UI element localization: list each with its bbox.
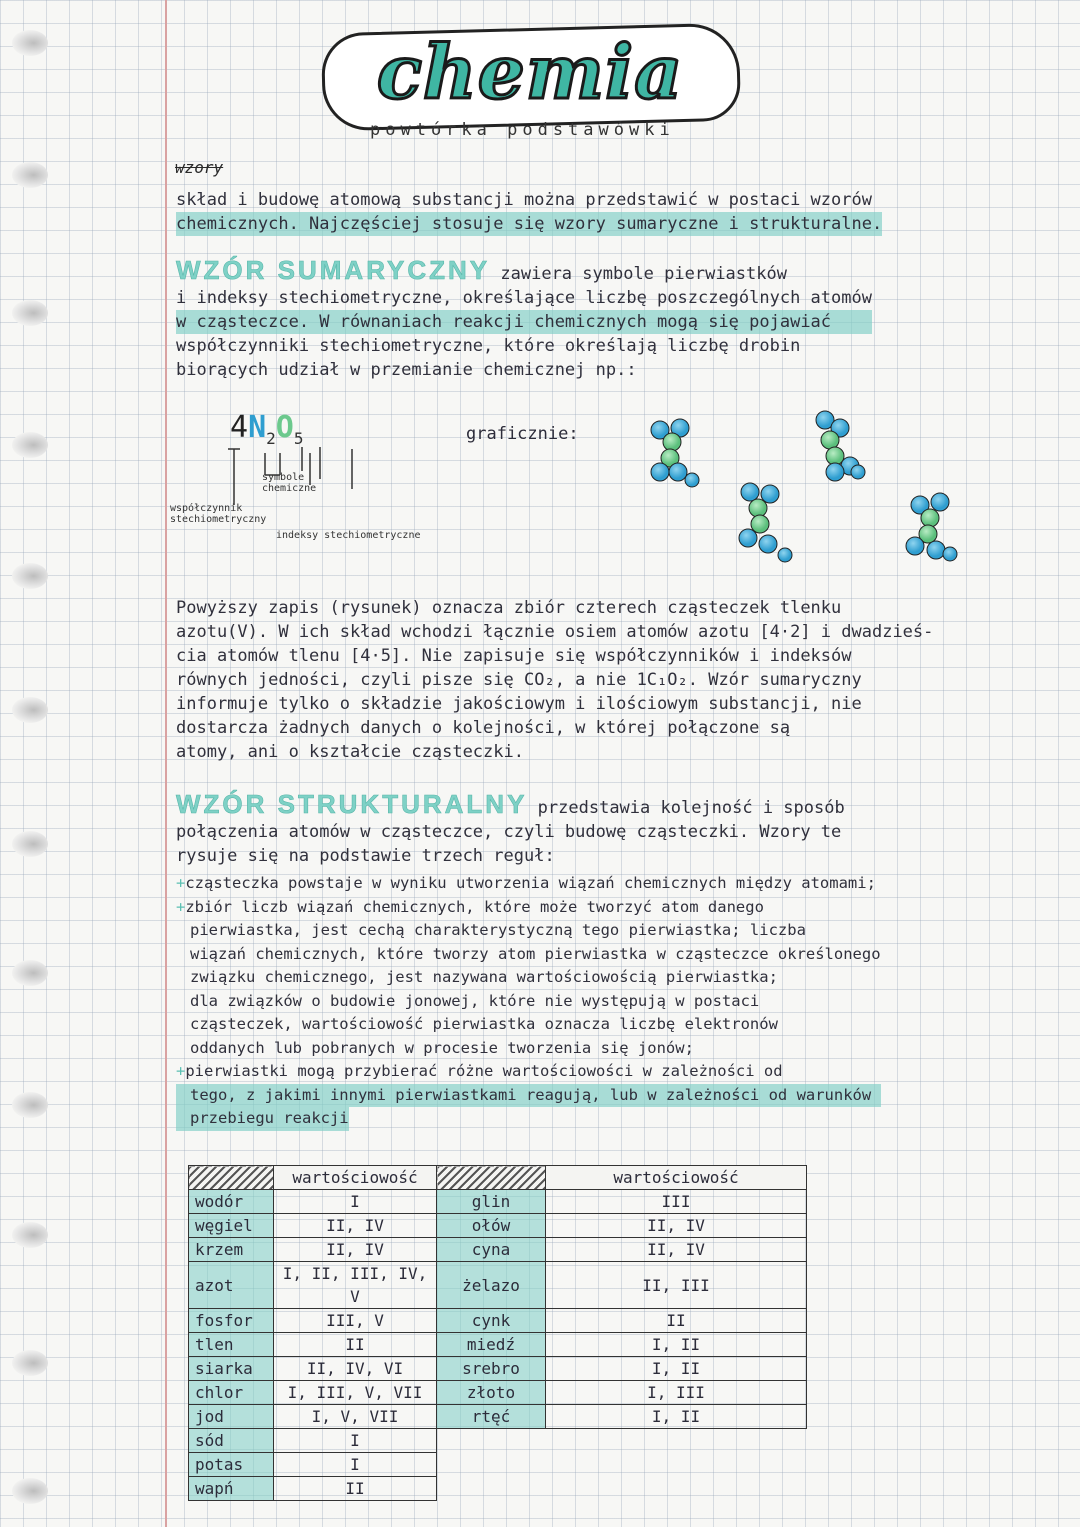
- element-valency: I, II: [546, 1333, 807, 1357]
- element-valency: II, IV: [546, 1214, 807, 1238]
- margin-line: [165, 0, 167, 1527]
- annotation-symbols: symbole chemiczne: [262, 472, 317, 494]
- explanation-line: równych jedności, czyli pisze się CO₂, a nie 1C₁O₂. Wzór sumaryczny: [176, 670, 862, 690]
- molecule-drawings: [630, 410, 990, 590]
- element-valency: [546, 1477, 807, 1501]
- element-name: złoto: [437, 1381, 546, 1405]
- table-header-corner: [437, 1166, 546, 1190]
- element-valency: I: [274, 1190, 437, 1214]
- element-name: [437, 1453, 546, 1477]
- element-valency: II: [546, 1309, 807, 1333]
- element-name: glin: [437, 1190, 546, 1214]
- element-name: żelazo: [437, 1262, 546, 1309]
- element-valency: III: [546, 1190, 807, 1214]
- molecule: [816, 411, 865, 481]
- table-row: [189, 1405, 807, 1429]
- element-valency: I: [274, 1429, 437, 1453]
- strukturalny-line: połączenia atomów w cząsteczce, czyli budowę cząsteczki. Wzory te: [176, 822, 842, 842]
- explanation-line: atomy, ani o kształcie cząsteczki.: [176, 742, 524, 762]
- element-name: rtęć: [437, 1405, 546, 1429]
- element-valency: III, V: [274, 1309, 437, 1333]
- rule-item: pierwiastka, jest cechą charakterystyczną tego pierwiastka; liczba: [190, 921, 806, 939]
- sumaryczny-line: w cząsteczce. W równaniach reakcji chemicznych mogą się pojawiać: [176, 310, 872, 334]
- page-title: chemia: [376, 30, 684, 116]
- explanation-line: azotu(V). W ich skład wchodzi łącznie osiem atomów azotu [4·2] i dwadzieś-: [176, 622, 934, 642]
- table-row: [189, 1238, 807, 1262]
- rule-item: dla związków o budowie jonowej, które nie występują w postaci: [190, 991, 760, 1010]
- formula-oxygen: O: [275, 410, 294, 445]
- sumaryczny-line: biorących udział w przemianie chemicznej np.:: [176, 360, 637, 380]
- strukturalny-heading: WZÓR STRUKTURALNY: [176, 789, 528, 819]
- element-valency: II, III: [546, 1262, 807, 1309]
- table-header-row: [189, 1166, 807, 1190]
- element-name: chlor: [189, 1381, 274, 1405]
- element-name: węgiel: [189, 1214, 274, 1238]
- element-valency: I, II: [546, 1357, 807, 1381]
- element-name: krzem: [189, 1238, 274, 1262]
- rule-item: +zbiór liczb wiązań chemicznych, które może tworzyć atom danego: [176, 897, 764, 916]
- element-valency: [546, 1429, 807, 1453]
- rule-item: związku chemicznego, jest nazywana wartościowością pierwiastka;: [190, 968, 778, 986]
- formula-coefficient: 4: [230, 410, 249, 445]
- molecule: [651, 419, 699, 487]
- element-valency: I, II: [546, 1405, 807, 1429]
- rule-item: przebiegu reakcji: [176, 1107, 349, 1131]
- molecule: [906, 493, 957, 561]
- formula-oxygen-index: 5: [293, 429, 304, 448]
- annotation-coefficient: współczynnik stechiometryczny: [170, 503, 267, 525]
- table-row: [189, 1357, 807, 1381]
- element-valency: I, II, III, IV, V: [274, 1262, 437, 1309]
- element-name: sód: [189, 1429, 274, 1453]
- element-name: fosfor: [189, 1309, 274, 1333]
- element-name: wapń: [189, 1477, 274, 1501]
- binder-holes: [0, 0, 60, 1527]
- element-valency: I, III, V, VII: [274, 1381, 437, 1405]
- explanation-line: dostarcza żadnych danych o kolejności, w której połączone są: [176, 718, 791, 738]
- table-row: [189, 1262, 807, 1309]
- explanation-line: Powyższy zapis (rysunek) oznacza zbiór czterech cząsteczek tlenku: [176, 598, 842, 618]
- valency-table: [188, 1165, 807, 1501]
- element-valency: I: [274, 1453, 437, 1477]
- rules-list: [176, 872, 881, 1131]
- page-subtitle: powtórka podstawówki: [370, 120, 675, 140]
- element-name: ołów: [437, 1214, 546, 1238]
- graphic-label: graficznie:: [466, 424, 579, 444]
- element-name: siarka: [189, 1357, 274, 1381]
- strukturalny-line: przedstawia kolejność i sposób: [537, 798, 845, 818]
- formula-n2o5: [230, 410, 303, 448]
- element-name: tlen: [189, 1333, 274, 1357]
- rule-item: +cząsteczka powstaje w wyniku utworzenia wiązań chemicznych między atomami;: [176, 874, 876, 892]
- explanation-paragraph: [176, 596, 933, 764]
- table-row: [189, 1453, 807, 1477]
- element-valency: II, IV, VI: [274, 1357, 437, 1381]
- sumaryczny-heading: WZÓR SUMARYCZNY: [176, 255, 491, 285]
- table-row: [189, 1190, 807, 1214]
- intro-paragraph: [176, 188, 882, 236]
- rule-item: wiązań chemicznych, które tworzy atom pierwiastka w cząsteczce określonego: [190, 944, 881, 963]
- element-name: [437, 1429, 546, 1453]
- table-header-valency: wartościowość: [546, 1166, 807, 1190]
- molecule: [739, 483, 792, 562]
- strukturalny-line: rysuje się na podstawie trzech reguł:: [176, 846, 555, 866]
- table-row: [189, 1429, 807, 1453]
- element-name: azot: [189, 1262, 274, 1309]
- explanation-line: informuje tylko o składzie jakościowym i ilościowym substancji, nie: [176, 694, 862, 714]
- rule-item: tego, z jakimi innymi pierwiastkami reagują, lub w zależności od warunków: [176, 1084, 881, 1108]
- element-valency: II, IV: [546, 1238, 807, 1262]
- intro-line: chemicznych. Najczęściej stosuje się wzory sumaryczne i strukturalne.: [176, 214, 883, 234]
- table-row: [189, 1381, 807, 1405]
- table-row: [189, 1309, 807, 1333]
- element-valency: [546, 1453, 807, 1477]
- rule-item: oddanych lub pobranych w procesie tworzenia się jonów;: [190, 1038, 694, 1057]
- element-name: jod: [189, 1405, 274, 1429]
- element-valency: I, III: [546, 1381, 807, 1405]
- rule-item: +pierwiastki mogą przybierać różne wartościowości w zależności od: [176, 1062, 783, 1080]
- element-valency: II, IV: [274, 1238, 437, 1262]
- sumaryczny-line: współczynniki stechiometryczne, które określają liczbę drobin: [176, 336, 801, 356]
- table-row: [189, 1333, 807, 1357]
- element-name: wodór: [189, 1190, 274, 1214]
- table-row: [189, 1214, 807, 1238]
- element-valency: II, IV: [274, 1214, 437, 1238]
- element-valency: I, V, VII: [274, 1405, 437, 1429]
- rule-item: cząsteczek, wartościowość pierwiastka oznacza liczbę elektronów: [190, 1015, 778, 1033]
- formula-nitrogen-index: 2: [266, 429, 276, 448]
- element-name: [437, 1477, 546, 1501]
- sumaryczny-paragraph: [176, 255, 872, 382]
- element-valency: II: [274, 1477, 437, 1501]
- annotation-indices: indeksy stechiometryczne: [276, 530, 421, 541]
- formula-nitrogen: N: [248, 410, 267, 445]
- element-name: potas: [189, 1453, 274, 1477]
- element-name: miedź: [437, 1333, 546, 1357]
- element-valency: II: [274, 1333, 437, 1357]
- table-header-corner: [189, 1166, 274, 1190]
- element-name: cynk: [437, 1309, 546, 1333]
- intro-line: skład i budowę atomową substancji można przedstawić w postaci wzorów: [176, 190, 872, 210]
- section-label: wzory: [175, 158, 224, 177]
- element-name: cyna: [437, 1238, 546, 1262]
- table-header-valency: wartościowość: [274, 1166, 437, 1190]
- strukturalny-paragraph: [176, 789, 845, 868]
- sumaryczny-line: zawiera symbole pierwiastków: [500, 264, 787, 284]
- table-row: [189, 1477, 807, 1501]
- element-name: srebro: [437, 1357, 546, 1381]
- sumaryczny-line: i indeksy stechiometryczne, określające liczbę poszczególnych atomów: [176, 288, 872, 308]
- explanation-line: cia atomów tlenu [4·5]. Nie zapisuje się współczynników i indeksów: [176, 646, 852, 666]
